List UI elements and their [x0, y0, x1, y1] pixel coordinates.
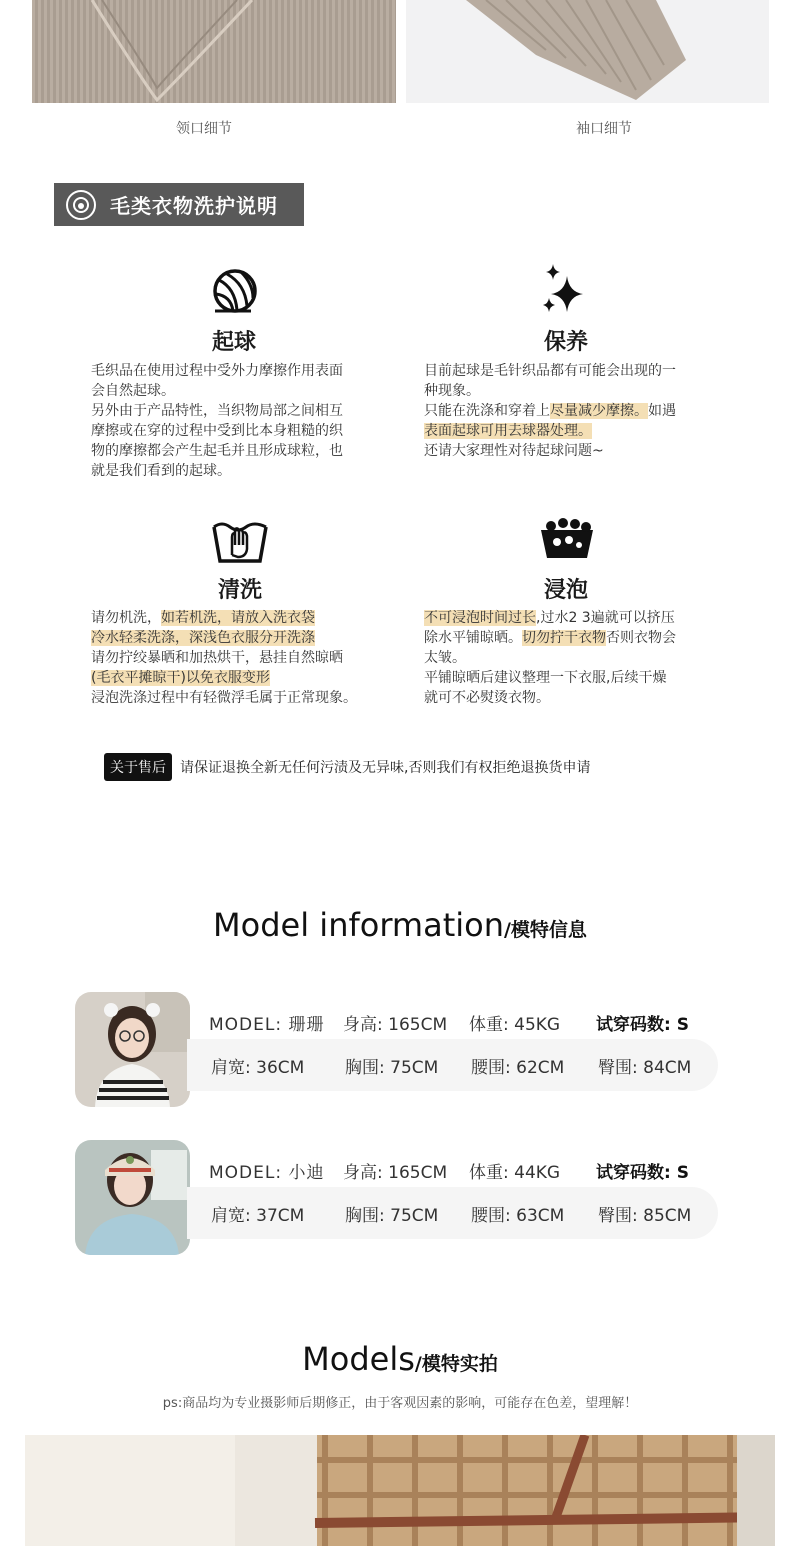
model-row-measurements [187, 1187, 718, 1239]
pilling-title: 起球 [211, 330, 256, 355]
maintenance-title: 保养 [543, 330, 588, 355]
model-card [75, 992, 720, 1110]
model-weight: 体重: 45KG [469, 1015, 561, 1035]
model-info-title [0, 906, 800, 944]
models-title [0, 1340, 800, 1378]
model-hip: 臀围: 84CM [598, 1057, 692, 1078]
cuff-detail-photo [406, 0, 769, 103]
model-info-title-en: Model information [213, 906, 504, 944]
model-chest: 胸围: 75CM [345, 1205, 439, 1226]
model-shoulder: 肩宽: 37CM [211, 1205, 305, 1226]
sheep-icon [66, 190, 96, 220]
care-header-title: 毛类衣物洗护说明 [110, 194, 278, 218]
aftersale-notice [104, 753, 590, 781]
model-shoot-photo [25, 1435, 775, 1546]
neckline-caption: 领口细节 [176, 121, 232, 137]
yarn-ball-icon [207, 266, 267, 322]
model-hip: 臀围: 85CM [598, 1205, 692, 1226]
model-height: 身高: 165CM [343, 1163, 448, 1183]
model-weight: 体重: 44KG [469, 1163, 561, 1183]
model-name: MODEL: 小迪 [209, 1163, 325, 1183]
soak-basin-icon [537, 518, 597, 574]
neckline-detail-photo [32, 0, 396, 103]
model-info-title-cn: /模特信息 [503, 919, 587, 941]
models-title-en: Models [302, 1340, 415, 1378]
model-waist: 腰围: 62CM [471, 1057, 565, 1078]
model-size: 试穿码数: S [596, 1015, 689, 1035]
model-waist: 腰围: 63CM [471, 1205, 565, 1226]
care-instructions-header [54, 183, 304, 226]
soaking-title: 浸泡 [543, 578, 588, 603]
pilling-text: 毛织品在使用过程中受外力摩擦作用表面 会自然起球。 另外由于产品特性，当织物局部之间相互 摩擦或在穿的过程中受到比本身粗糙的织 物的摩擦都会产生起毛并且形成球粒，也 就是我们看到的起球。 [91, 363, 343, 479]
aftersale-tag: 关于售后 [104, 753, 172, 781]
model-card [75, 1140, 720, 1258]
maintenance-text: 目前起球是毛针织品都有可能会出现的一 种现象。 只能在洗涤和穿着上尽量减少摩擦。如遇 表面起球可用去球器处理。 还请大家理性对待起球问题~ [424, 363, 676, 459]
washing-title: 清洗 [217, 578, 262, 603]
color-disclaimer: ps:商品均为专业摄影师后期修正，由于客观因素的影响，可能存在色差，望理解！ [162, 1396, 638, 1411]
model-row-primary [209, 1010, 689, 1035]
model-size: 试穿码数: S [596, 1163, 689, 1183]
model-photo [75, 1140, 190, 1255]
model-row-measurements [187, 1039, 718, 1091]
model-shoulder: 肩宽: 36CM [211, 1057, 305, 1078]
sparkle-icon [537, 262, 597, 318]
aftersale-note: 请保证退换全新无任何污渍及无异味,否则我们有权拒绝退换货申请 [180, 760, 591, 776]
soaking-text: 不可浸泡时间过长,过水2 3遍就可以挤压 除水平铺晾晒。切勿拧干衣物否则衣物会 太皱。 平铺晾晒后建议整理一下衣服,后续干燥 就可不必熨烫衣物。 [424, 610, 676, 706]
washing-text: 请勿机洗，如若机洗，请放入洗衣袋 冷水轻柔洗涤，深浅色衣服分开洗涤 请勿拧绞暴晒和加热烘干，悬挂自然晾晒 (毛衣平摊晾干)以免衣服变形 浸泡洗涤过程中有轻微浮毛属于正常现象。 [91, 610, 357, 706]
models-title-cn: /模特实拍 [414, 1353, 498, 1375]
model-height: 身高: 165CM [343, 1015, 448, 1035]
model-row-primary [209, 1158, 689, 1183]
cuff-caption: 袖口细节 [576, 121, 632, 137]
hand-wash-icon [210, 515, 270, 571]
model-chest: 胸围: 75CM [345, 1057, 439, 1078]
model-photo [75, 992, 190, 1107]
model-name: MODEL: 珊珊 [209, 1015, 325, 1035]
